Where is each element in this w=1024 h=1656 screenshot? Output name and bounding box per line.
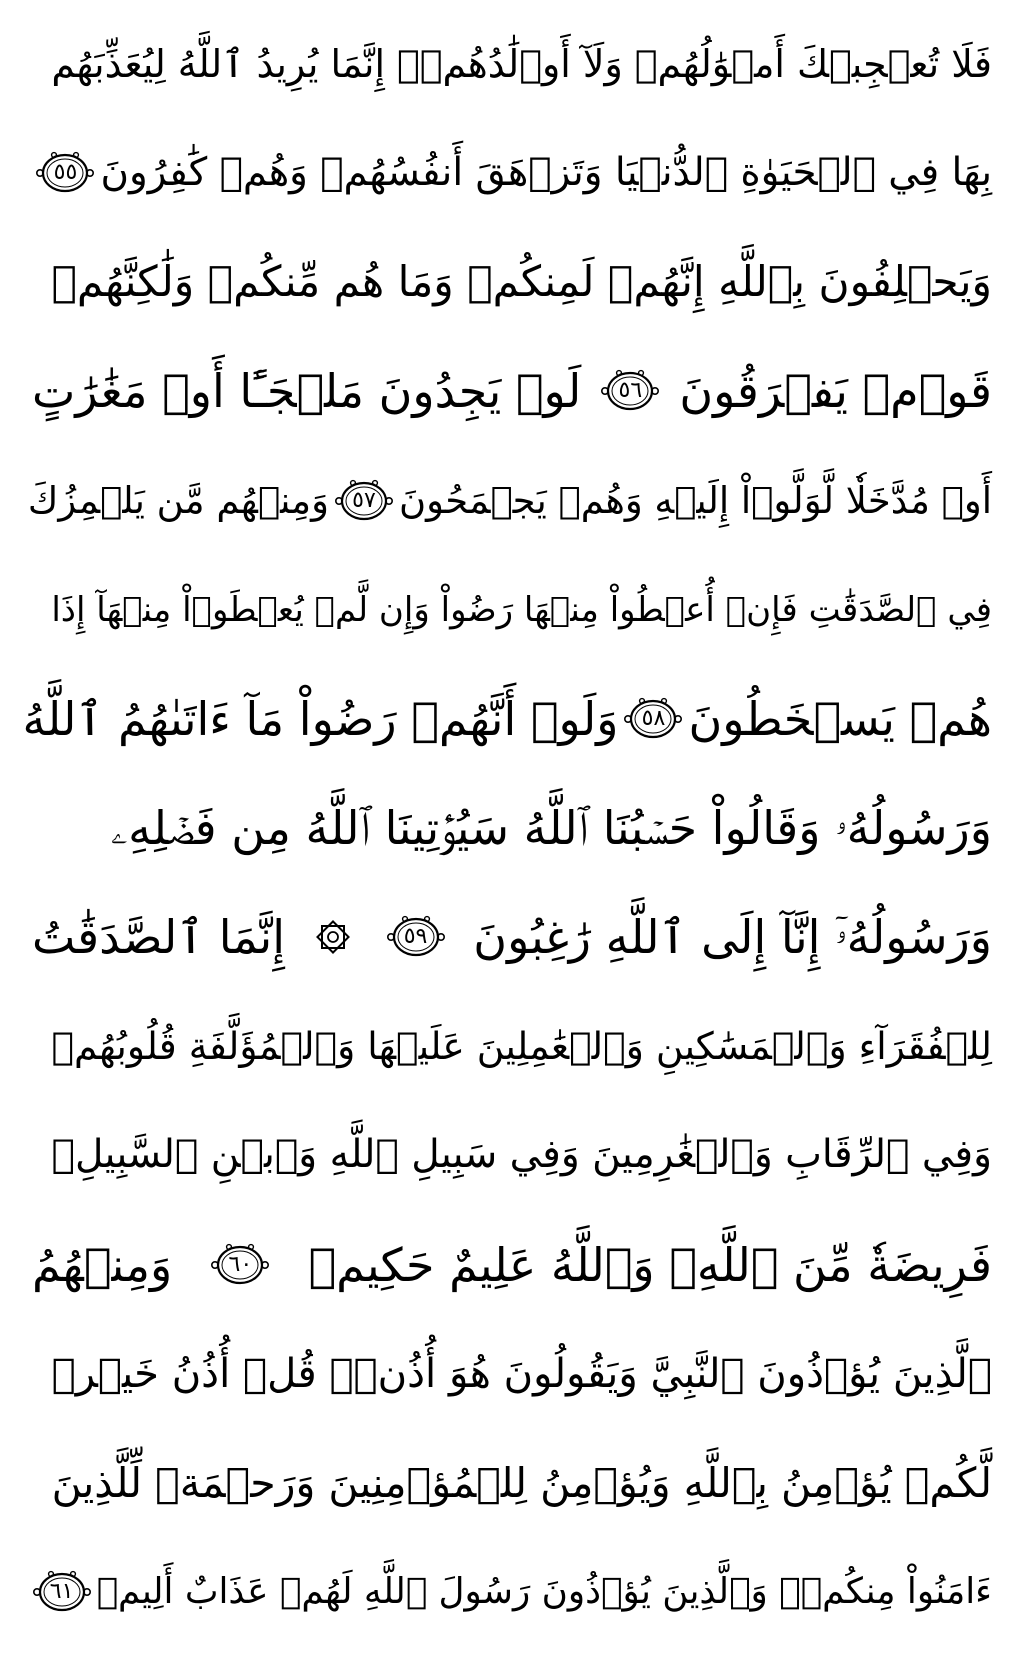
verse-text: بِهَا فِي ٱلۡحَيَوٰةِ ٱلدُّنۡيَا وَتَزۡهَقَ أَنفُسُهُمۡ وَهُمۡ كَٰفِرُونَ — [100, 150, 992, 196]
ayah-end-marker-icon — [33, 1569, 91, 1615]
verse-line-11 — [32, 1109, 992, 1201]
verse-text: وَلَوۡ أَنَّهُمۡ رَضُواْ مَآ ءَاتَىٰهُمُ ٱللَّهُ — [22, 691, 619, 746]
verse-line-9 — [32, 891, 992, 983]
verse-text: لِلۡفُقَرَآءِ وَٱلۡمَسَٰكِينِ وَٱلۡعَٰمِلِينَ عَلَيۡهَا وَٱلۡمُؤَلَّفَةِ قُلُوبُهُمۡ — [51, 1024, 992, 1069]
verse-line-5 — [27, 455, 992, 547]
ayah-end-marker-icon — [335, 478, 393, 524]
rub-el-hizb-icon — [314, 918, 352, 956]
verse-text: ٱلَّذِينَ يُؤۡذُونَ ٱلنَّبِيَّ وَيَقُولُونَ هُوَ أُذُنٞۚ قُلۡ أُذُنُ خَيۡرٖ — [51, 1350, 992, 1397]
verse-line-4 — [32, 345, 992, 437]
verse-line-12 — [32, 1219, 992, 1311]
verse-text: أَوۡ مُدَّخَلٗا لَّوَلَّوۡاْ إِلَيۡهِ وَهُمۡ يَجۡمَحُونَ — [398, 478, 992, 522]
ayah-number: ٦٠ — [228, 1251, 253, 1277]
verse-lines — [22, 18, 992, 1638]
verse-line-13 — [32, 1328, 992, 1420]
ayah-number: ٥٥ — [53, 160, 78, 186]
ayah-end-marker-icon — [601, 368, 659, 414]
ayah-end-marker-icon — [36, 150, 94, 196]
ayah-end-marker-icon — [387, 914, 445, 960]
verse-text: وَرَسُولُهُۥٓ إِنَّآ إِلَى ٱللَّهِ رَٰغِبُونَ — [473, 910, 992, 965]
verse-line-10 — [32, 1000, 992, 1092]
verse-line-3 — [32, 236, 992, 328]
verse-text: وَيَحۡلِفُونَ بِٱللَّهِ إِنَّهُمۡ لَمِنكُمۡ وَمَا هُم مِّنكُمۡ وَلَٰكِنَّهُمۡ — [51, 257, 992, 307]
ayah-end-marker-icon — [211, 1242, 269, 1288]
ayah-number: ٥٩ — [403, 924, 428, 950]
verse-text: فِي ٱلصَّدَقَٰتِ فَإِنۡ أُعۡطُواْ مِنۡهَا رَضُواْ وَإِن لَّمۡ يُعۡطَوۡاْ مِنۡهَآ إِذَا — [51, 589, 992, 630]
verse-line-7 — [22, 673, 992, 765]
verse-line-14 — [32, 1437, 992, 1529]
verse-text: وَمِنۡهُمُ — [32, 1237, 173, 1292]
verse-text: ءَامَنُواْ مِنكُمۡۚ وَٱلَّذِينَ يُؤۡذُونَ رَسُولَ ٱللَّهِ لَهُمۡ عَذَابٌ أَلِيمٞ — [96, 1570, 992, 1612]
verse-text: وَرَسُولُهُۥ وَقَالُواْ حَسۡبُنَا ٱللَّهُ سَيُؤۡتِينَا ٱللَّهُ مِن فَضۡلِهِۦ — [110, 800, 992, 855]
verse-text: هُمۡ يَسۡخَطُونَ — [688, 691, 992, 746]
ayah-end-marker-icon — [624, 696, 682, 742]
verse-text: وَفِي ٱلرِّقَابِ وَٱلۡغَٰرِمِينَ وَفِي سَبِيلِ ٱللَّهِ وَٱبۡنِ ٱلسَّبِيلِۖ — [51, 1132, 992, 1178]
verse-line-6 — [32, 564, 992, 656]
ayah-number: ٥٨ — [641, 705, 666, 731]
verse-text: وَمِنۡهُم مَّن يَلۡمِزُكَ — [27, 478, 329, 522]
rub-el-hizb-star — [314, 918, 352, 956]
verse-text: قَوۡمٞ يَفۡرَقُونَ — [679, 364, 992, 419]
verse-text: فَرِيضَةٗ مِّنَ ٱللَّهِۗ وَٱللَّهُ عَلِيمٌ حَكِيمٞ — [308, 1237, 992, 1292]
verse-line-1 — [32, 18, 992, 110]
verse-line-2 — [32, 127, 992, 219]
verse-text: فَلَا تُعۡجِبۡكَ أَمۡوَٰلُهُمۡ وَلَآ أَوۡلَٰدُهُمۡۚ إِنَّمَا يُرِيدُ ٱللَّهُ لِيُعَذِّبَهُم — [51, 42, 992, 86]
verse-text: لَوۡ يَجِدُونَ مَلۡجَـًٔا أَوۡ مَغَٰرَٰتٍ — [32, 364, 582, 419]
ayah-number: ٦١ — [49, 1578, 74, 1604]
verse-text: إِنَّمَا ٱلصَّدَقَٰتُ — [32, 910, 285, 965]
verse-line-8 — [32, 782, 992, 874]
ayah-number: ٥٧ — [352, 487, 376, 513]
ayah-number: ٥٦ — [618, 378, 643, 404]
verse-line-15 — [32, 1546, 992, 1638]
verse-text: لَّكُمۡ يُؤۡمِنُ بِٱللَّهِ وَيُؤۡمِنُ لِلۡمُؤۡمِنِينَ وَرَحۡمَةٞ لِّلَّذِينَ — [51, 1458, 992, 1507]
